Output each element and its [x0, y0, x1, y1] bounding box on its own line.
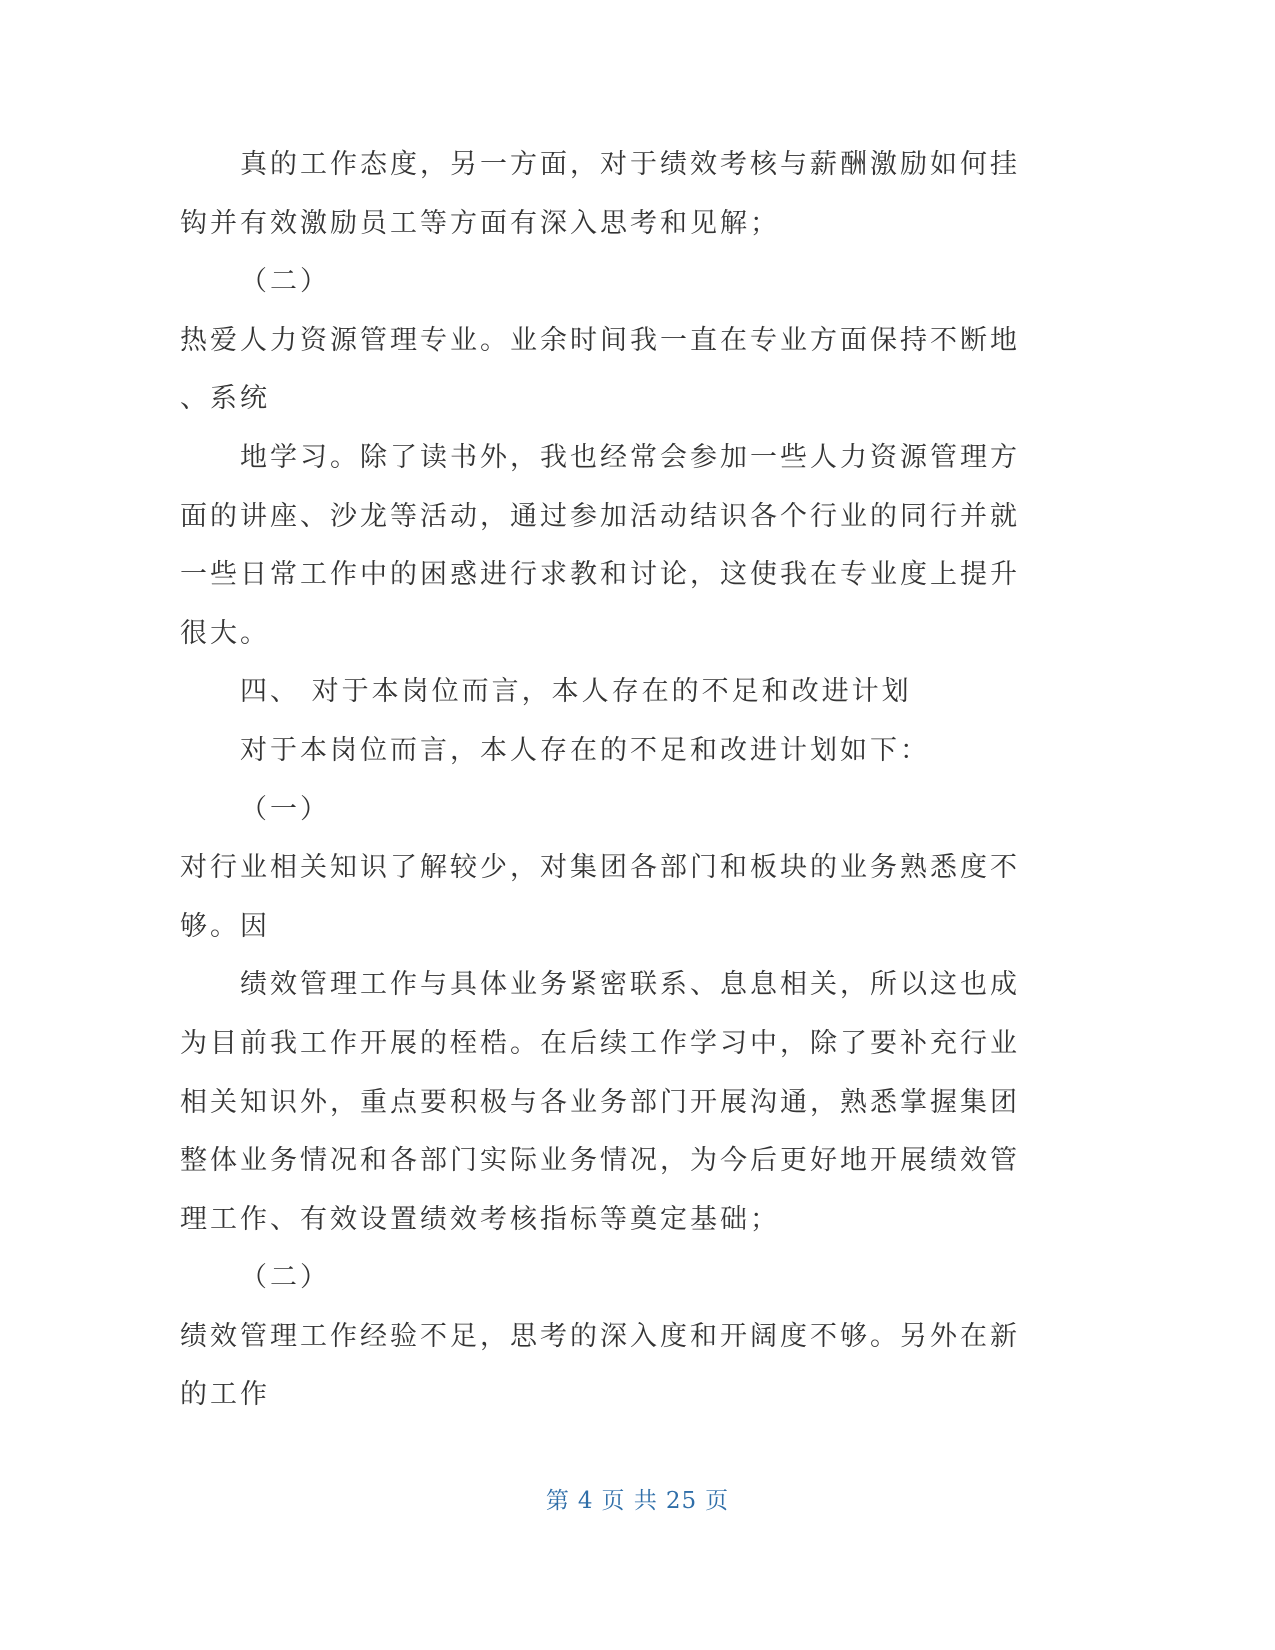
footer-prefix: 第	[545, 1488, 570, 1514]
text-line: （二）	[240, 266, 330, 298]
text-line: （一）	[240, 793, 330, 825]
text-line: （二）	[240, 1262, 330, 1294]
text-line: 热爱人力资源管理专业。业余时间我一直在专业方面保持不断地	[180, 324, 1020, 356]
text-line: 一些日常工作中的困惑进行求教和讨论，这使我在专业度上提升	[180, 559, 1020, 591]
text-line: 够。因	[180, 910, 270, 942]
text-line: 地学习。除了读书外，我也经常会参加一些人力资源管理方	[240, 441, 1020, 473]
text-line: 相关知识外，重点要积极与各业务部门开展沟通，熟悉掌握集团	[180, 1086, 1020, 1118]
body-text	[180, 136, 1020, 1425]
text-line: 对于本岗位而言，本人存在的不足和改进计划如下：	[240, 734, 930, 766]
text-line: 面的讲座、沙龙等活动，通过参加活动结识各个行业的同行并就	[180, 500, 1020, 532]
footer-suffix: 页	[705, 1488, 730, 1514]
text-line: 为目前我工作开展的桎梏。在后续工作学习中，除了要补充行业	[180, 1027, 1020, 1059]
footer-current-page: 4	[577, 1488, 594, 1514]
text-line: 绩效管理工作与具体业务紧密联系、息息相关，所以这也成	[240, 969, 1020, 1001]
footer-middle: 页 共	[601, 1488, 658, 1514]
text-line: 整体业务情况和各部门实际业务情况，为今后更好地开展绩效管	[180, 1145, 1020, 1177]
text-line: 对行业相关知识了解较少，对集团各部门和板块的业务熟悉度不	[180, 852, 1020, 884]
text-line: 、系统	[180, 383, 270, 415]
text-line: 四、 对于本岗位而言，本人存在的不足和改进计划	[240, 676, 912, 708]
text-line: 很大。	[180, 617, 270, 649]
text-line: 钩并有效激励员工等方面有深入思考和见解；	[180, 207, 780, 239]
page-footer	[0, 1482, 1275, 1515]
text-line: 的工作	[180, 1379, 270, 1411]
footer-total-pages: 25	[665, 1488, 698, 1514]
text-line: 真的工作态度，另一方面，对于绩效考核与薪酬激励如何挂	[240, 149, 1020, 180]
text-line: 理工作、有效设置绩效考核指标等奠定基础；	[180, 1203, 780, 1235]
text-line: 绩效管理工作经验不足，思考的深入度和开阔度不够。另外在新	[180, 1320, 1020, 1352]
